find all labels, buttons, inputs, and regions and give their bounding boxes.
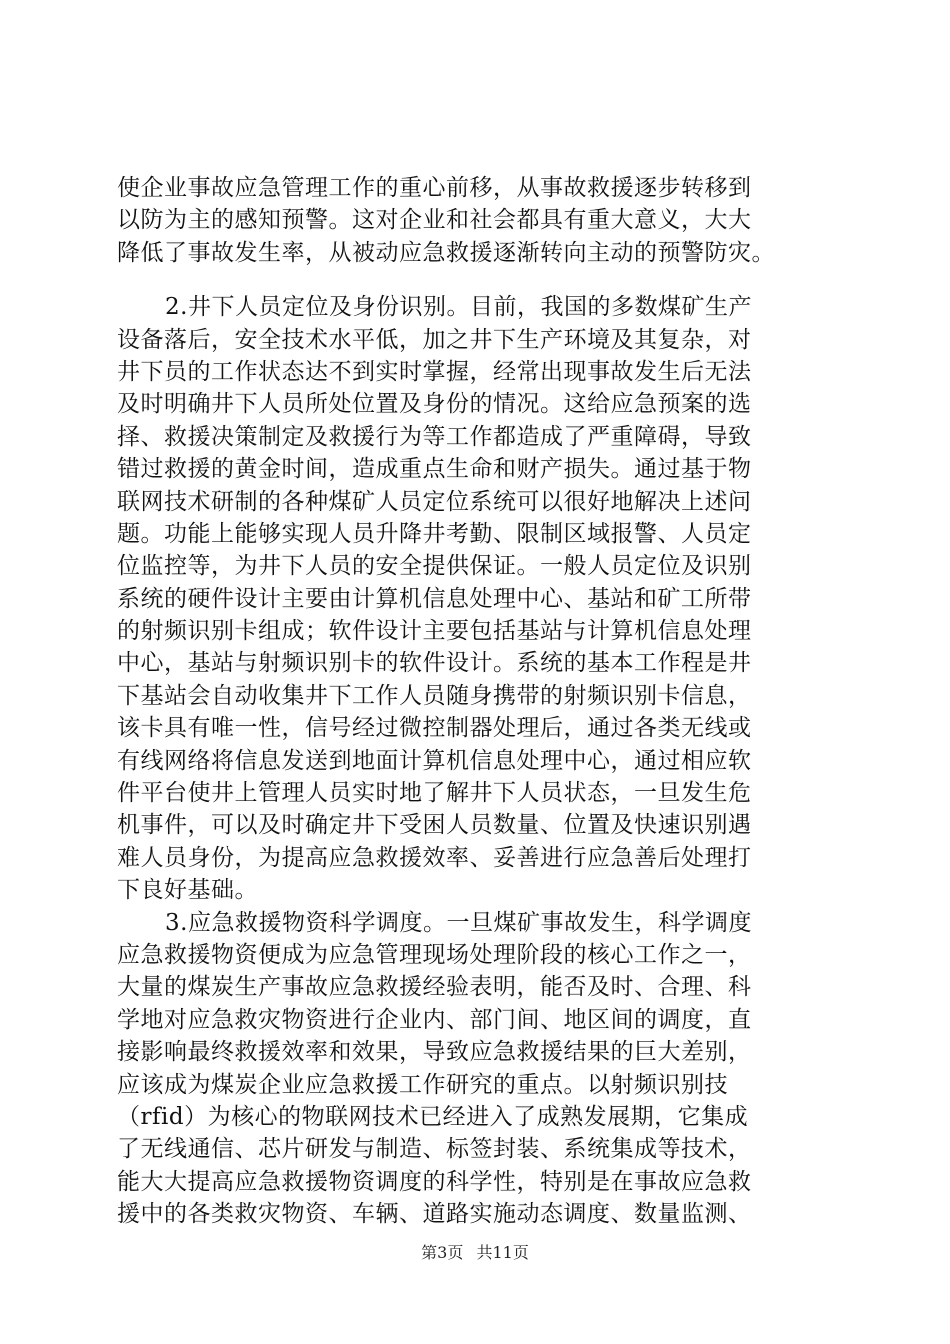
text-line: 位监控等，为井下人员的安全提供保证。一般人员定位及识别 [117, 553, 752, 580]
text-line: 了无线通信、芯片研发与制造、标签封装、系统集成等技术， [117, 1136, 752, 1163]
text-line: 2.井下人员定位及身份识别。目前，我国的多数煤矿生产 [165, 294, 752, 321]
text-line: 井下员的工作状态达不到实时掌握，经常出现事故发生后无法 [117, 358, 752, 385]
text-line: 使企业事故应急管理工作的重心前移，从事故救援逐步转移到 [117, 175, 752, 201]
page-number: 第3页 [421, 1243, 464, 1262]
text-line: 有线网络将信息发送到地面计算机信息处理中心，通过相应软 [117, 747, 752, 774]
paragraph-2 [117, 291, 847, 906]
text-line: 接影响最终救援效率和效果，导致应急救援结果的巨大差别， [117, 1039, 752, 1066]
text-line: 的射频识别卡组成；软件设计主要包括基站与计算机信息处理 [117, 618, 752, 645]
text-line: 该卡具有唯一性，信号经过微控制器处理后，通过各类无线或 [117, 715, 752, 742]
paragraph-3 [117, 907, 847, 1231]
text-line: 下良好基础。 [117, 877, 258, 904]
page-total: 共11页 [476, 1243, 529, 1262]
text-line: 以防为主的感知预警。这对企业和社会都具有重大意义，大大 [117, 207, 752, 234]
paragraph-1 [117, 172, 847, 269]
text-line: 能大大提高应急救援物资调度的科学性，特别是在事故应急救 [117, 1168, 752, 1195]
text-line: 择、救援决策制定及救援行为等工作都造成了严重障碍，导致 [117, 423, 752, 450]
text-line: （rfid）为核心的物联网技术已经进入了成熟发展期，它集成 [117, 1103, 749, 1130]
text-line: 下基站会自动收集井下工作人员随身携带的射频识别卡信息， [117, 682, 752, 709]
text-line: 学地对应急救灾物资进行企业内、部门间、地区间的调度，直 [117, 1006, 752, 1033]
page-footer [0, 1243, 950, 1263]
text-line: 设备落后，安全技术水平低，加之井下生产环境及其复杂，对 [117, 326, 752, 353]
text-line: 系统的硬件设计主要由计算机信息处理中心、基站和矿工所带 [117, 585, 752, 612]
text-line: 错过救援的黄金时间，造成重点生命和财产损失。通过基于物 [117, 456, 752, 483]
text-line: 难人员身份，为提高应急救援效率、妥善进行应急善后处理打 [117, 844, 752, 871]
document-body [117, 172, 847, 1231]
paragraph-gap [117, 269, 847, 291]
text-line: 联网技术研制的各种煤矿人员定位系统可以很好地解决上述问 [117, 488, 752, 515]
text-line: 3.应急救援物资科学调度。一旦煤矿事故发生，科学调度 [165, 909, 752, 936]
text-line: 中心，基站与射频识别卡的软件设计。系统的基本工作程是井 [117, 650, 752, 677]
text-line: 机事件，可以及时确定井下受困人员数量、位置及快速识别遇 [117, 812, 752, 839]
text-line: 及时明确井下人员所处位置及身份的情况。这给应急预案的选 [117, 391, 752, 418]
text-line: 应急救援物资便成为应急管理现场处理阶段的核心工作之一， [117, 941, 752, 968]
text-line: 大量的煤炭生产事故应急救援经验表明，能否及时、合理、科 [117, 974, 752, 1001]
text-line: 件平台使井上管理人员实时地了解井下人员状态，一旦发生危 [117, 780, 752, 807]
text-line: 降低了事故发生率，从被动应急救援逐渐转向主动的预警防灾。 [117, 239, 775, 266]
text-line: 题。功能上能够实现人员升降井考勤、限制区域报警、人员定 [117, 520, 752, 547]
text-line: 应该成为煤炭企业应急救援工作研究的重点。以射频识别技 [117, 1071, 728, 1098]
text-line: 援中的各类救灾物资、车辆、道路实施动态调度、数量监测、 [117, 1201, 752, 1228]
